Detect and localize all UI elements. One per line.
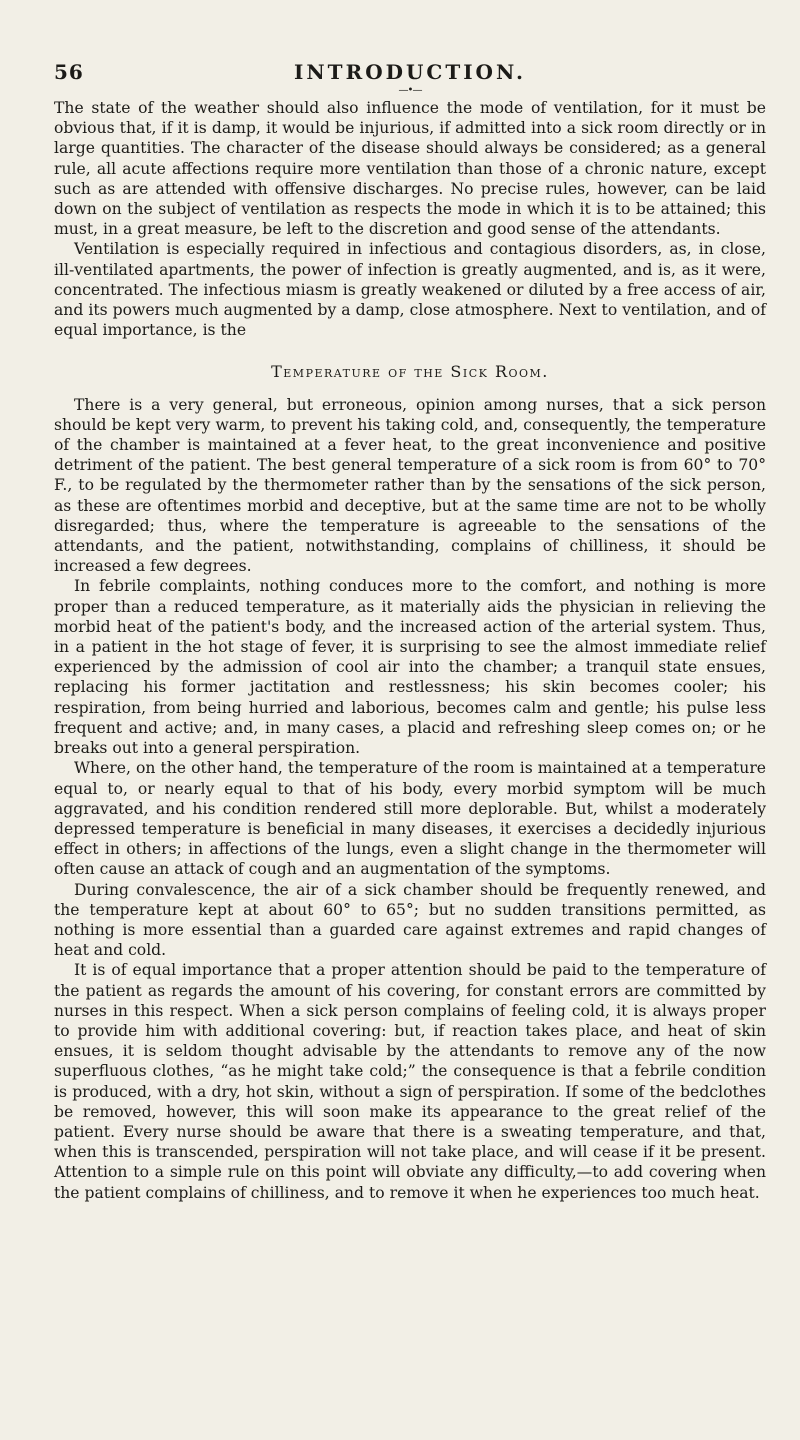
paragraph: The state of the weather should also influence the mode of ventilation, for it must be obvious that, if it is damp, it would be injurious, if admitted into a sick room directly or in large quantities. The character of the disease should always be considered; as a general rule, all acute affections require more ventilation than those of a chronic nature, except such as are attended with offensive discharges. No precise rules, however, can be laid down on the subject of ventilation as respects the mode in which it is to be attained; this must, in a great measure, be left to the discretion and good sense of the attendants. [54,99,766,239]
paragraph: It is of equal importance that a proper attention should be paid to the temperature of the patient as regards the amount of his covering, for constant errors are committed by nurses in this respect. When a sick person complains of feeling cold, it is always proper to provide him with additional covering: but, if reaction takes place, and heat of skin ensues, it is seldom thought advisable by the attendants to remove any of the now superfluous clothes, “as he might take cold;” the consequence is that a febrile condition is produced, with a dry, hot skin, without a sign of perspiration. If some of the bedclothes be removed, however, this will soon make its appearance to the great relief of the patient. Every nurse should be aware that there is a sweating temperature, and that, when this is transcended, perspiration will not take place, and will cease if it be present. Attention to a simple rule on this point will obviate any difficulty,—to add covering when the patient complains of chilliness, and to remove it when he experiences too much heat. [54,961,766,1202]
body-text [54,98,766,1203]
header-ornament: —•— [398,85,422,96]
section-heading: Temperature of the Sick Room. [271,362,549,382]
paragraph: During convalescence, the air of a sick chamber should be frequently renewed, and the temperature kept at about 60° to 65°; but no sudden transitions permitted, as nothing is more essential than a guarded care against extremes and rapid changes of heat and cold. [54,880,766,960]
running-head: INTRODUCTION. [294,60,526,84]
paragraph: Ventilation is especially required in infectious and contagious disorders, as, in close, ill-ventilated apartments, the power of infection is greatly augmented, and is, as it were, concentrated. The infectious miasm is greatly weakened or diluted by a free access of air, and its powers much augmented by a damp, close atmosphere. Next to ventilation, and of equal importance, is the [54,240,766,340]
book-page [54,60,766,1203]
paragraph: There is a very general, but erroneous, opinion among nurses, that a sick person should be kept very warm, to prevent his taking cold, and, consequently, the temperature of the chamber is maintained at a fever heat, to the great inconvenience and positive detriment of the patient. The best general temperature of a sick room is from 60° to 70° F., to be regulated by the thermometer rather than by the sensations of the sick person, as these are oftentimes morbid and deceptive, but at the same time are not to be wholly disregarded; thus, where the temperature is agreeable to the sensations of the attendants, and the patient, notwithstanding, complains of chilliness, it should be increased a few degrees. [54,395,766,576]
page-number: 56 [54,60,84,84]
paragraph: In febrile complaints, nothing conduces more to the comfort, and nothing is more proper than a reduced temperature, as it materially aids the physician in relieving the morbid heat of the patient's body, and the increased action of the arterial system. Thus, in a patient in the hot stage of fever, it is surprising to see the almost immediate relief experienced by the admission of cool air into the chamber; a tranquil state ensues, replacing his former jactitation and restlessness; his skin becomes cooler; his respiration, from being hurried and laborious, becomes calm and gentle; his pulse less frequent and active; and, in many cases, a placid and refreshing sleep comes on; or he breaks out into a general perspiration. [54,577,766,758]
paragraph: Where, on the other hand, the temperature of the room is maintained at a temperature equal to, or nearly equal to that of his body, every morbid symptom will be much aggravated, and his condition rendered still more deplorable. But, whilst a moderately depressed temperature is beneficial in many diseases, it exercises a decidedly injurious effect in others; in affections of the lungs, even a slight change in the thermometer will often cause an attack of cough and an augmentation of the symptoms. [54,759,766,879]
page-header [54,60,766,96]
